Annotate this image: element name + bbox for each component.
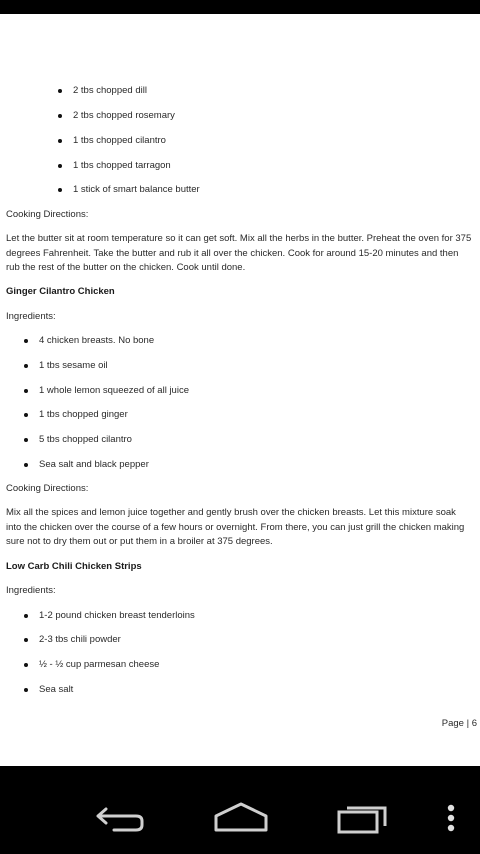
bullet-icon	[58, 164, 62, 168]
recent-apps-icon	[333, 800, 393, 836]
home-button[interactable]	[212, 800, 270, 836]
recipe-title: Low Carb Chili Chicken Strips	[6, 561, 142, 572]
section-label: Ingredients:	[6, 585, 56, 596]
home-icon	[212, 800, 270, 836]
document-page[interactable]: 2 tbs chopped dill 2 tbs chopped rosemary 1 tbs chopped cilantro 1 tbs chopped tarragon 1 stick of smart balance butter Cooking Directions: Let the butter sit at room temperature so it can get soft. Mix all the herbs in the butter. Preheat the oven for 375 degrees Fahrenheit. Take the butter and rub it all over the chicken. Cook for around 15-20 minutes and then rub the rest of the butter on the chicken. Cook until done. Ginger Cilantro Chicken Ingredients: 4 chicken breasts. No bone 1 tbs sesame oil 1 whole lemon squeezed of all juice 1 tbs chopped ginger 5 tbs chopped cilantro Sea salt and black pepper Cooking Directions: Mix all the spices and lemon juice together and gently brush over the chicken breasts. Let this mixture soak into the chicken over the course of a few hours or overnight. From there, you can just grill the chicken making sure not to dry them out or put them in a broiler at 375 degrees. Low Carb Chili Chicken Strips Ingredients: 1-2 pound chicken breast tenderloins 2-3 tbs chili powder ½ - ½ cup parmesan cheese Sea salt Page | 6	[0, 14, 480, 766]
section-label: Cooking Directions:	[6, 483, 89, 494]
bullet-icon	[24, 364, 28, 368]
overflow-menu-button[interactable]	[442, 800, 460, 836]
bullet-icon	[24, 389, 28, 393]
paragraph: Mix all the spices and lemon juice together and gently brush over the chicken breasts. Let this mixture soak into the chicken over the course of a few hours or overnight. From there, you can just grill the chicken making sure not to dry them out or put them in a broiler at 375 degrees.	[6, 507, 465, 547]
navigation-bar	[0, 766, 480, 854]
overflow-menu-icon	[442, 800, 460, 836]
paragraph: Let the butter sit at room temperature so it can get soft. Mix all the herbs in the butter. Preheat the oven for 375 degrees Fahrenheit. Take the butter and rub it all over the chicken. Cook for around 15-20 minutes and then rub the rest of the butter on the chicken. Cook until done.	[6, 233, 472, 273]
bullet-icon	[58, 89, 62, 93]
page-number: Page | 6	[441, 718, 477, 729]
bullet-icon	[58, 188, 62, 192]
recent-apps-button[interactable]	[333, 800, 393, 836]
bullet-icon	[58, 114, 62, 118]
bullet-icon	[24, 614, 28, 618]
bullet-icon	[24, 438, 28, 442]
back-arrow-icon	[92, 800, 148, 836]
bullet-icon	[24, 463, 28, 467]
bullet-icon	[24, 663, 28, 667]
section-label: Cooking Directions:	[6, 209, 89, 220]
recipe-title: Ginger Cilantro Chicken	[6, 286, 115, 297]
bullet-icon	[24, 339, 28, 343]
back-button[interactable]	[92, 800, 148, 836]
bullet-icon	[24, 413, 28, 417]
bullet-icon	[24, 688, 28, 692]
bullet-icon	[24, 638, 28, 642]
bullet-icon	[58, 139, 62, 143]
section-label: Ingredients:	[6, 311, 56, 322]
status-bar	[0, 0, 480, 14]
